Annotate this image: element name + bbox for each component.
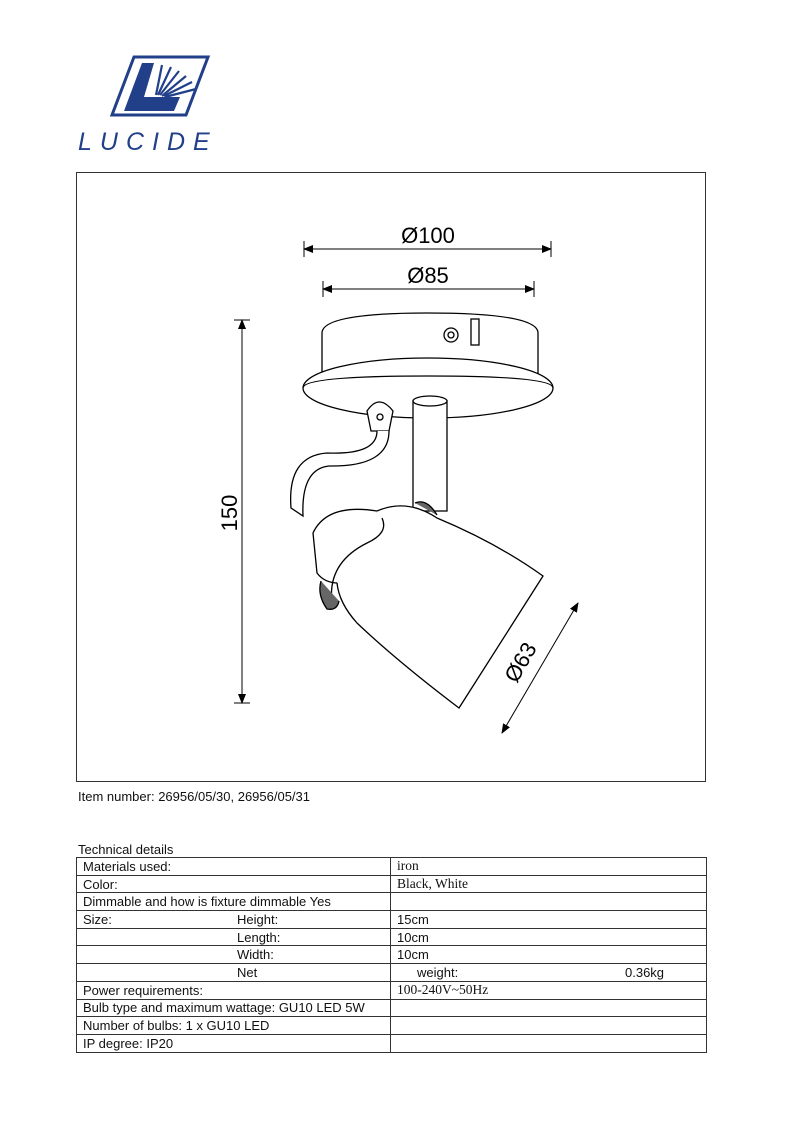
net-label: Net <box>237 964 258 980</box>
height-label: Height: <box>237 911 279 927</box>
width-value: 10cm <box>391 946 707 964</box>
length-cell <box>77 928 391 946</box>
ip-value <box>391 1034 707 1052</box>
table-row <box>77 893 707 911</box>
color-value: Black, White <box>391 875 707 893</box>
lamp-drawing <box>77 173 707 783</box>
spec-table <box>76 857 707 1053</box>
width-label: Width: <box>237 947 274 963</box>
materials-label: Materials used: <box>77 858 391 876</box>
table-row <box>77 999 707 1017</box>
ip-label: IP degree: IP20 <box>77 1034 391 1052</box>
table-row <box>77 1017 707 1035</box>
weight-value: 0.36kg <box>625 964 665 980</box>
materials-value: iron <box>391 858 707 876</box>
table-row <box>77 1034 707 1052</box>
weight-label: weight: <box>417 964 459 980</box>
dimmable-label: Dimmable and how is fixture dimmable Yes <box>77 893 391 911</box>
bulbs-count-value <box>391 1017 707 1035</box>
table-row <box>77 911 707 929</box>
length-label: Length: <box>237 929 281 945</box>
table-row <box>77 964 707 982</box>
dim-height-label: 150 <box>217 494 242 532</box>
technical-details-title: Technical details <box>78 842 174 857</box>
dim-inner-label: Ø85 <box>407 263 449 288</box>
brand-wordmark: LUCIDE <box>78 128 218 156</box>
bulbs-count-label: Number of bulbs: 1 x GU10 LED <box>77 1017 391 1035</box>
height-value: 15cm <box>391 911 707 929</box>
length-value: 10cm <box>391 928 707 946</box>
size-cell <box>77 911 391 929</box>
size-label: Size: <box>83 911 112 927</box>
table-row <box>77 981 707 999</box>
bulb-value <box>391 999 707 1017</box>
table-row <box>77 875 707 893</box>
weight-cell <box>391 964 707 982</box>
lamp-arm <box>291 396 447 516</box>
table-row <box>77 946 707 964</box>
bulb-label: Bulb type and maximum wattage: GU10 LED 5W <box>77 999 391 1017</box>
item-number: Item number: 26956/05/30, 26956/05/31 <box>78 789 311 804</box>
power-value: 100-240V~50Hz <box>391 981 707 999</box>
color-label: Color: <box>77 875 391 893</box>
width-cell <box>77 946 391 964</box>
dim-head-label: Ø63 <box>499 637 542 687</box>
table-row <box>77 858 707 876</box>
power-label: Power requirements: <box>77 981 391 999</box>
dimmable-value <box>391 893 707 911</box>
net-cell <box>77 964 391 982</box>
dim-outer-label: Ø100 <box>401 223 455 248</box>
technical-drawing <box>76 172 706 782</box>
table-row <box>77 928 707 946</box>
